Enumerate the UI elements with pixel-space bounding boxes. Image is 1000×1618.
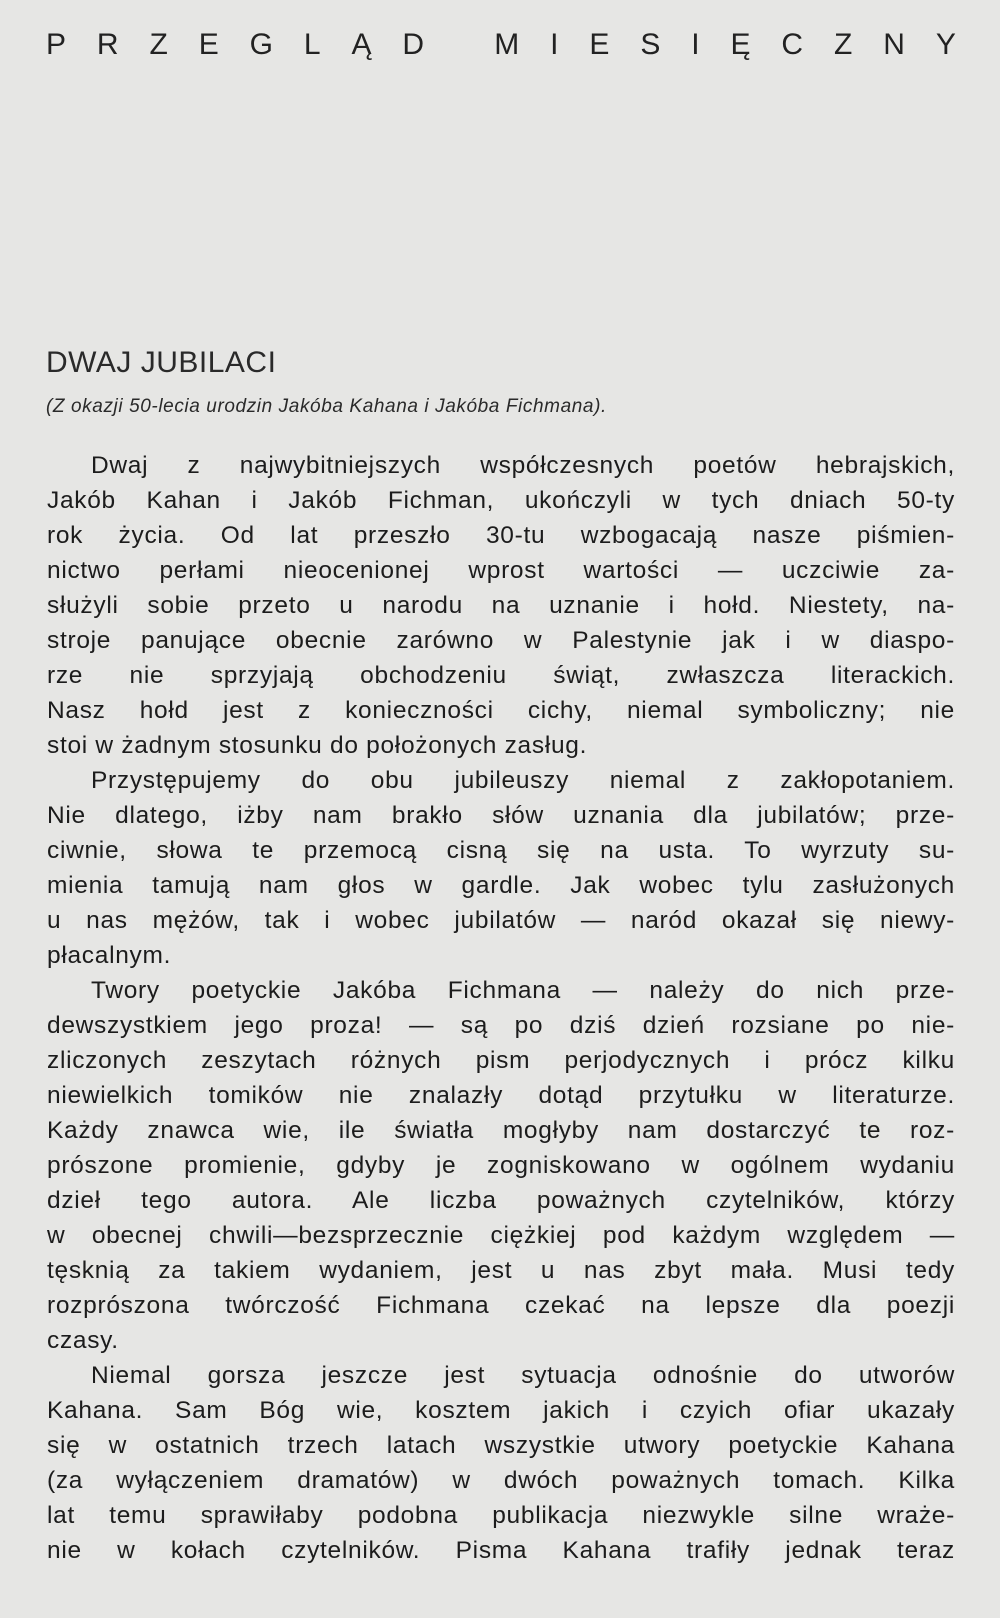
text-line: Dwaj z najwybitniejszych współczesnych poetów hebrajskich, xyxy=(91,452,955,479)
running-head-letter: E xyxy=(198,28,219,61)
text-line: u nas mężów, tak i wobec jubilatów — naród okazał się niewy- xyxy=(47,907,955,934)
text-line: dzieł tego autora. Ale liczba poważnych czytelników, którzy xyxy=(47,1187,955,1214)
running-head-letter: L xyxy=(303,28,321,61)
text-line: dewszystkiem jego proza! — są po dziś dzień rozsiane po nie- xyxy=(47,1012,955,1039)
running-head xyxy=(46,28,956,62)
text-line: niewielkich tomików nie znalazły dotąd przytułku w literaturze. xyxy=(47,1082,955,1109)
running-head-letter: N xyxy=(883,28,905,61)
running-head-letter: G xyxy=(249,28,273,61)
text-line: się w ostatnich trzech latach wszystkie utwory poetyckie Kahana xyxy=(47,1432,955,1459)
text-line: stroje panujące obecnie zarówno w Palestynie jak i w diaspo- xyxy=(47,627,955,654)
article-subtitle: (Z okazji 50-lecia urodzin Jakóba Kahana i Jakóba Fichmana). xyxy=(46,396,607,417)
text-line: nie w kołach czytelników. Pisma Kahana trafiły jednak teraz xyxy=(47,1537,955,1564)
paragraph xyxy=(47,763,955,973)
text-line: Jakób Kahan i Jakób Fichman, ukończyli w tych dniach 50-ty xyxy=(47,487,955,514)
running-head-letter: P xyxy=(46,28,67,61)
text-line: Nie dlatego, iżby nam brakło słów uznania dla jubilatów; prze- xyxy=(47,802,955,829)
text-line: nictwo perłami nieocenionej wprost wartości — uczciwie za- xyxy=(47,557,955,584)
text-line: Przystępujemy do obu jubileuszy niemal z zakłopotaniem. xyxy=(91,767,955,794)
paragraph xyxy=(47,973,955,1358)
text-line: płacalnym. xyxy=(47,942,172,969)
text-line: rozprószona twórczość Fichmana czekać na lepsze dla poezji xyxy=(47,1292,955,1319)
running-head-letter: D xyxy=(402,28,425,61)
running-head-letter: S xyxy=(640,28,661,61)
text-line: prószone promienie, gdyby je zogniskowano w ogólnem wydaniu xyxy=(47,1152,955,1179)
text-line: stoi w żadnym stosunku do położonych zasług. xyxy=(47,732,588,759)
text-line: w obecnej chwili—bezsprzecznie ciężkiej pod każdym względem — xyxy=(47,1222,955,1249)
article-body xyxy=(47,448,955,1568)
text-line: Kahana. Sam Bóg wie, kosztem jakich i czyich ofiar ukazały xyxy=(47,1397,955,1424)
text-line: czasy. xyxy=(47,1327,119,1354)
paragraph xyxy=(47,1358,955,1568)
running-head-letter: R xyxy=(96,28,119,61)
running-head-letter: I xyxy=(691,28,700,61)
text-line: Nasz hołd jest z konieczności cichy, niemal symboliczny; nie xyxy=(47,697,955,724)
running-head-letter: M xyxy=(494,28,520,61)
running-head-letter: Z xyxy=(149,28,168,61)
text-line: Twory poetyckie Jakóba Fichmana — należy do nich prze- xyxy=(91,977,955,1004)
text-line: zliczonych zeszytach różnych pism perjodycznych i prócz kilku xyxy=(47,1047,955,1074)
running-head-letter: E xyxy=(589,28,610,61)
text-line: lat temu sprawiłaby podobna publikacja niezwykle silne wraże- xyxy=(47,1502,955,1529)
text-line: rze nie sprzyjają obchodzeniu świąt, zwłaszcza literackich. xyxy=(47,662,955,689)
text-line: Niemal gorsza jeszcze jest sytuacja odnośnie do utworów xyxy=(91,1362,955,1389)
article-title: DWAJ JUBILACI xyxy=(46,346,277,379)
text-line: rok życia. Od lat przeszło 30-tu wzbogacają nasze piśmien- xyxy=(47,522,955,549)
text-line: ciwnie, słowa te przemocą cisną się na usta. To wyrzuty su- xyxy=(47,837,955,864)
running-head-letter: Ą xyxy=(351,28,372,61)
running-head-letter: C xyxy=(781,28,804,61)
text-line: tęsknią za takiem wydaniem, jest u nas zbyt mała. Musi tedy xyxy=(47,1257,955,1284)
running-head-letter: Z xyxy=(834,28,853,61)
running-head-letter: I xyxy=(550,28,559,61)
text-line: służyli sobie przeto u narodu na uznanie i hołd. Niestety, na- xyxy=(47,592,955,619)
text-line: (za wyłączeniem dramatów) w dwóch poważnych tomach. Kilka xyxy=(47,1467,955,1494)
running-head-letter xyxy=(455,28,463,62)
running-head-letter: Y xyxy=(935,28,956,61)
text-line: Każdy znawca wie, ile światła mogłyby nam dostarczyć te roz- xyxy=(47,1117,955,1144)
running-head-letter: Ę xyxy=(730,28,751,61)
text-line: mienia tamują nam głos w gardle. Jak wobec tylu zasłużonych xyxy=(47,872,955,899)
paragraph xyxy=(47,448,955,763)
